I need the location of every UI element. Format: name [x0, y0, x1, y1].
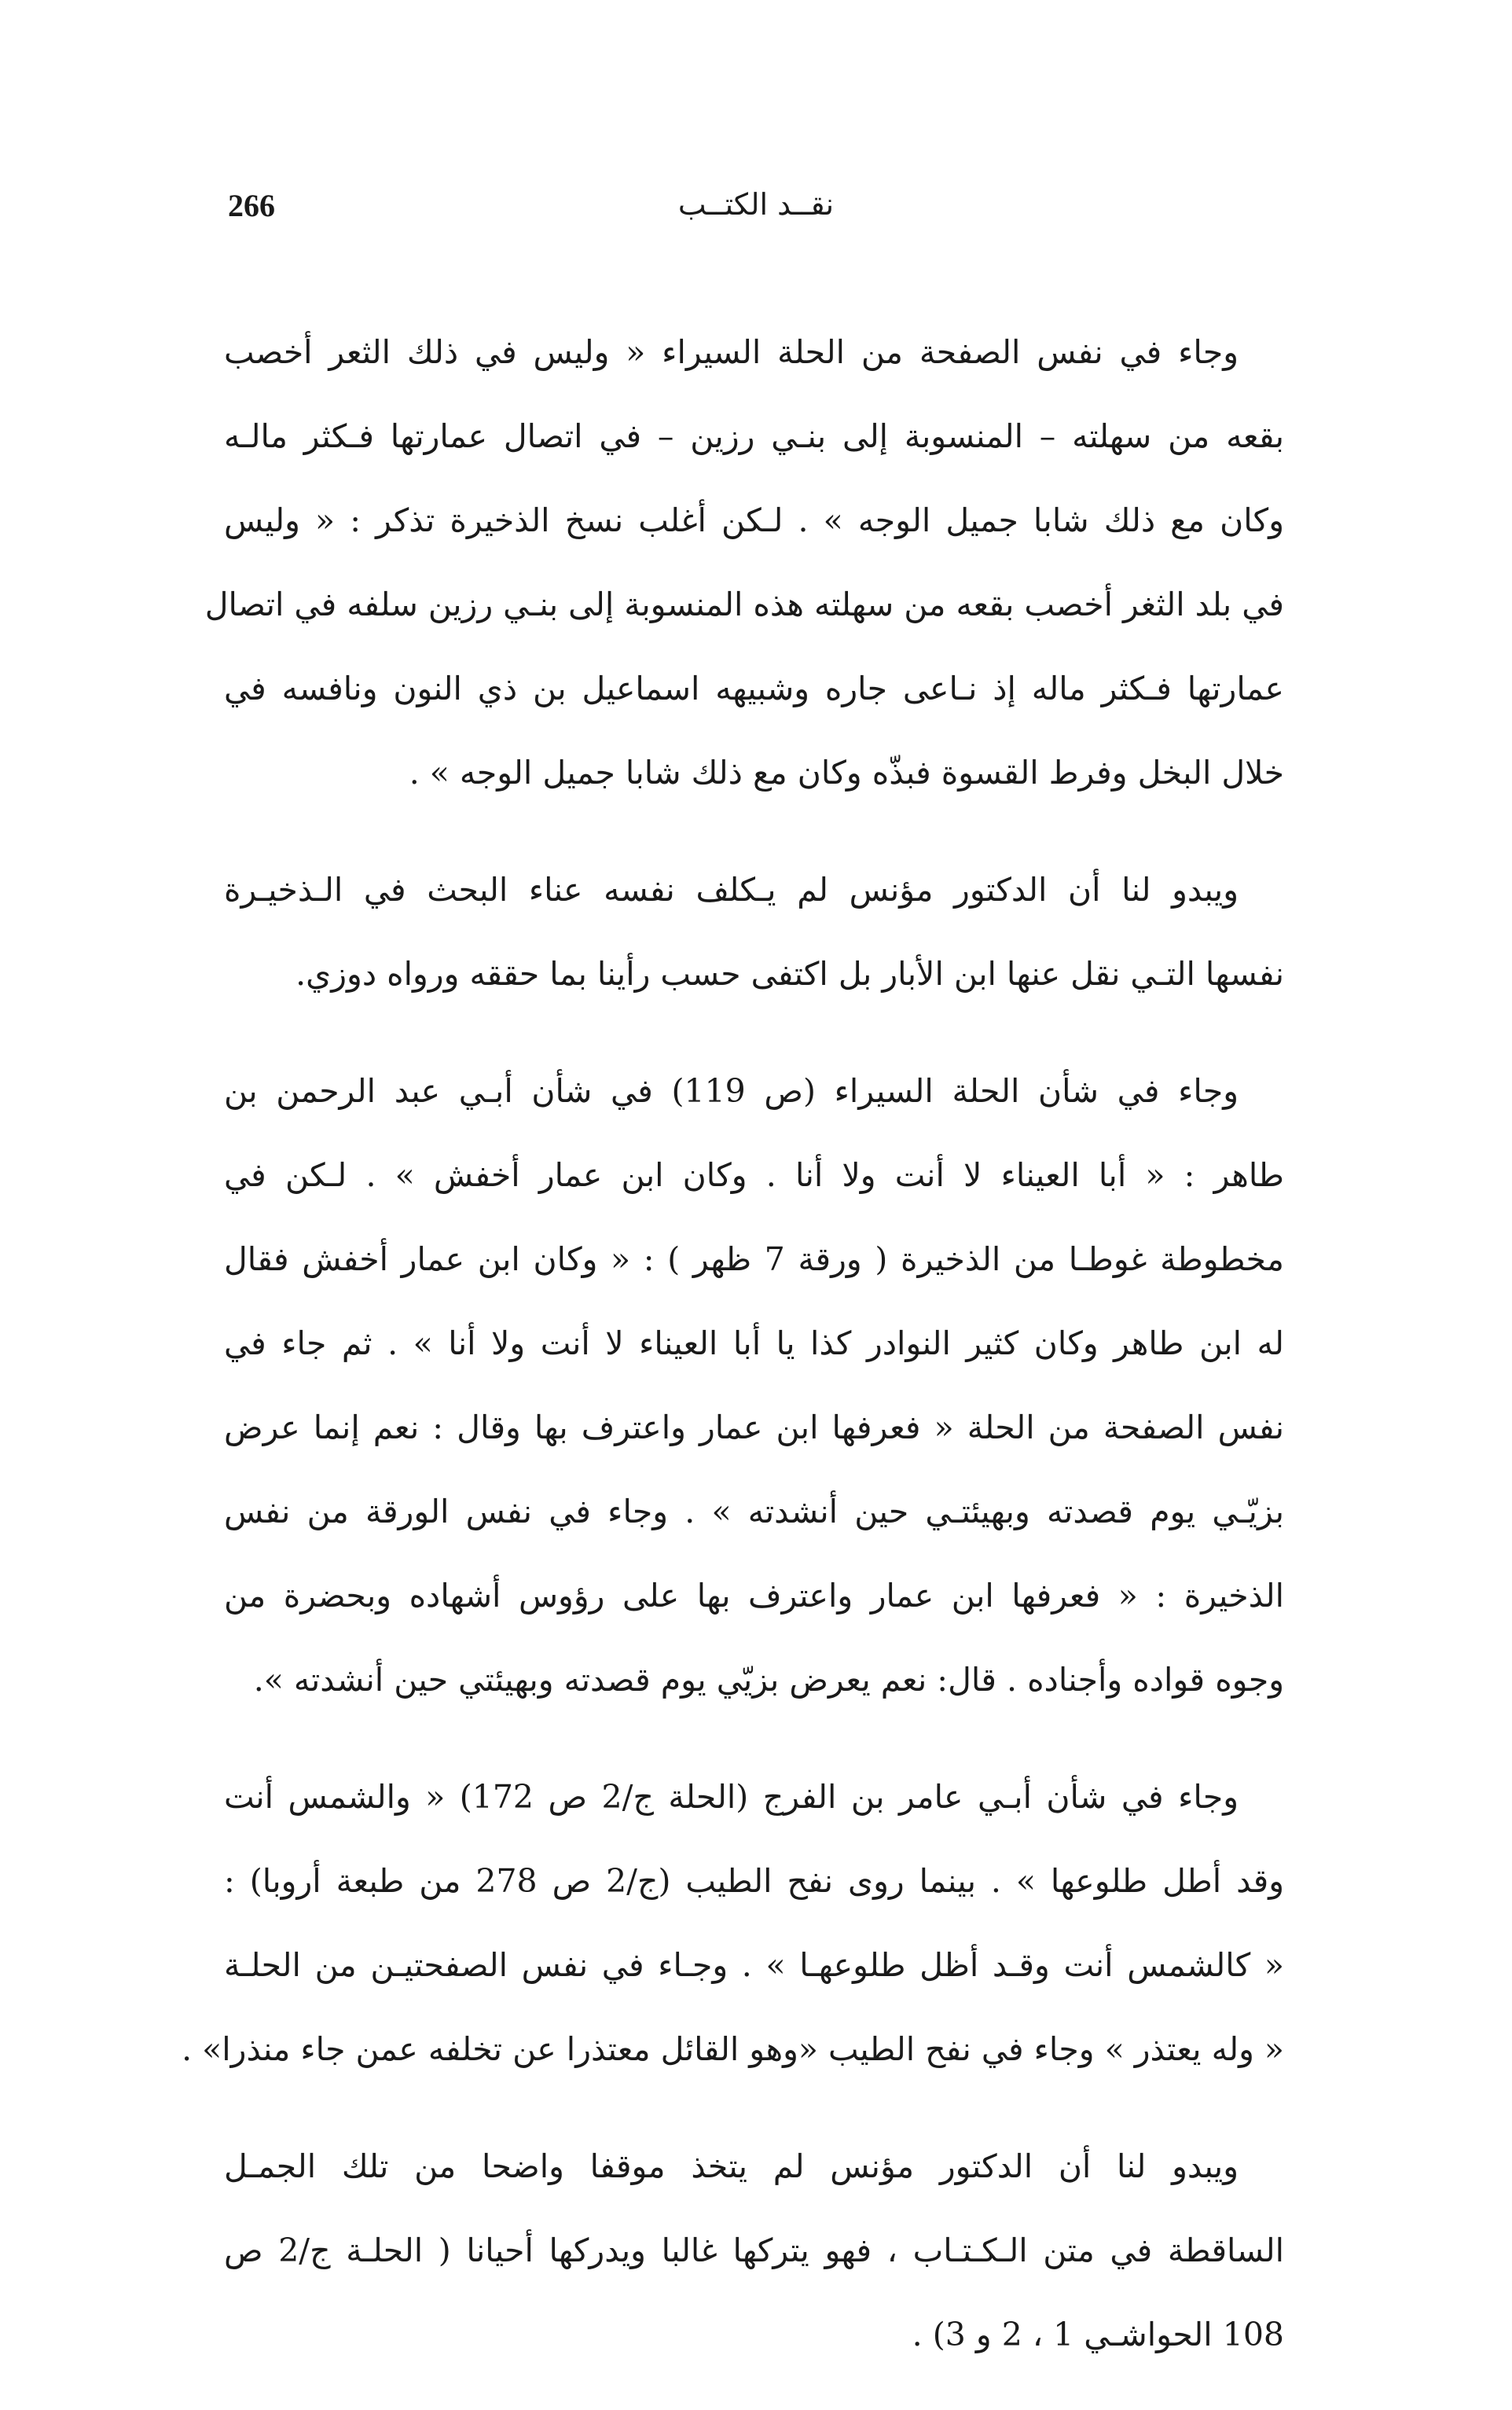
text-line: الذخيرة : « فعرفها ابن عمار واعترف بها على رؤوس أشهاده وبحضرة من [224, 1577, 1284, 1615]
text-line: نفس الصفحة من الحلة « فعرفها ابن عمار واعترف بها وقال : نعم إنما عرض [224, 1409, 1284, 1446]
text-line: « وله يعتذر » وجاء في نفح الطيب «وهو القائل معتذرا عن تخلفه عمن جاء منذرا» . [182, 2030, 1284, 2068]
text-line: ويبدو لنا أن الدكتور مؤنس لم يتخذ موقفا واضحا من تلك الجمـل [224, 2147, 1239, 2185]
page-header [228, 187, 1284, 242]
text-line: وجاء في شأن الحلة السيراء (ص 119) في شأن أبـي عبد الرحمن بن [224, 1072, 1239, 1110]
text-line: عمارتها فـكثر ماله إذ نـاعى جاره وشبيهه اسماعيل بن ذي النون ونافسه في [224, 670, 1284, 707]
paragraph-3 [224, 1049, 1284, 1722]
page-number: 266 [228, 188, 275, 223]
text-line: طاهر : « أبا العيناء لا أنت ولا أنا . وكان ابن عمار أخفش » . لـكن في [224, 1156, 1284, 1194]
text-line: نفسها التـي نقل عنها ابن الأبار بل اكتفى حسب رأينا بما حققه ورواه دوزي. [295, 955, 1284, 993]
text-line: بزيّـي يوم قصدته وبهيئتـي حين أنشدته » . وجاء في نفس الورقة من نفس [224, 1493, 1284, 1530]
text-line: الساقطة في متن الـكـتـاب ، فهو يتركها غالبا ويدركها أحيانا ( الحلـة ج/2 ص [224, 2232, 1284, 2269]
text-line: وجاء في شأن أبـي عامر بن الفرج (الحلة ج/2 ص 172) « والشمس أنت [224, 1778, 1239, 1816]
paragraph-1 [204, 310, 1284, 815]
running-title: نقــد الكتــب [677, 187, 835, 222]
paragraph-2 [224, 848, 1284, 1016]
text-line: 108 الحواشـي 1 ، 2 و 3) . [912, 2316, 1284, 2353]
text-line: بقعه من سهلته – المنسوبة إلى بنـي رزين – في اتصال عمارتها فـكثر مالـه [224, 417, 1284, 455]
text-line: خلال البخل وفرط القسوة فبذّه وكان مع ذلك شابا جميل الوجه » . [409, 754, 1284, 792]
text-line: له ابن طاهر وكان كثير النوادر كذا يا أبا العيناء لا أنت ولا أنا » . ثم جاء في [224, 1324, 1284, 1362]
text-line: في بلد الثغر أخصب بقعه من سهلته هذه المنسوبة إلى بنـي رزين سلفه في اتصال [204, 586, 1284, 623]
text-line: وجاء في نفس الصفحة من الحلة السيراء « وليس في ذلك الثعر أخصب [224, 333, 1239, 371]
text-line: وقد أطل طلوعها » . بينما روى نفح الطيب (ج/2 ص 278 من طبعة أروبا) : [224, 1862, 1284, 1900]
text-line: ويبدو لنا أن الدكتور مؤنس لم يـكلف نفسه عناء البحث في الـذخيـرة [224, 871, 1239, 909]
paragraph-5 [224, 2125, 1284, 2377]
text-line: وكان مع ذلك شابا جميل الوجه » . لـكن أغلب نسخ الذخيرة تذكر : « وليس [224, 501, 1284, 539]
text-line: مخطوطة غوطـا من الذخيرة ( ورقة 7 ظهر ) : « وكان ابن عمار أخفش فقال [224, 1240, 1284, 1278]
body-text [182, 310, 1284, 2410]
paragraph-4 [182, 1755, 1284, 2092]
text-line: وجوه قواده وأجناده . قال: نعم يعرض بزيّي يوم قصدته وبهيئتي حين أنشدته ». [253, 1661, 1284, 1699]
text-line: « كالشمس أنت وقـد أظل طلوعهـا » . وجـاء في نفس الصفحتيـن من الحلـة [224, 1946, 1284, 1984]
